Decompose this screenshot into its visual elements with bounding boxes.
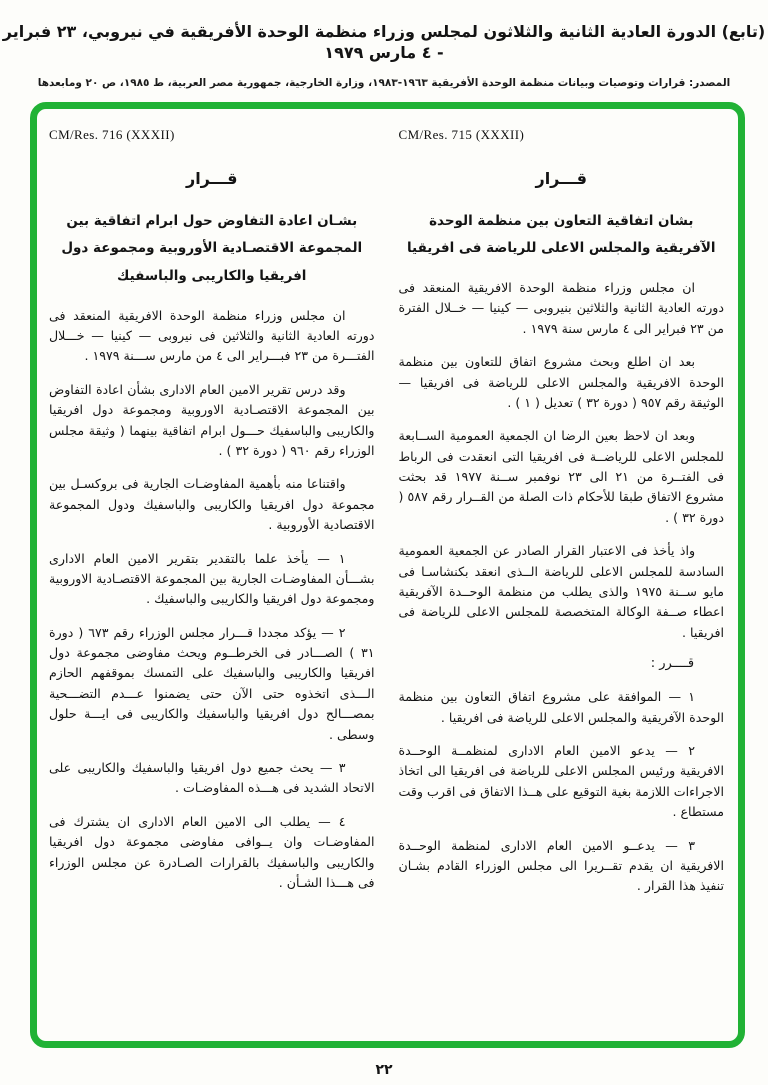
resolution-item: ٢ — يدعو الامين العام الادارى لمنظمــة الوحــدة الافريقية ورئيس المجلس الاعلى للرياضة فى افريقيا الى اتخاذ الاجراءات اللازمة بغية التوقيع على هــذا الاتفاق فى اقرب وقت مستطاع . [398, 742, 724, 820]
resolution-paragraph: وقد درس تقرير الامين العام الادارى بشأن اعادة التفاوض بين المجموعة الاقتصـادية الاوروبية ومجموعة دول افريقيا والكاريبى والباسفيك حـــول ابرام اتفاقية بينهما ( وثيقة مجلس الوزراء رقم ٩٦٠ ( دورة ٣٢ ) . [49, 381, 375, 458]
resolution-item: ١ — الموافقة على مشروع اتفاق التعاون بين منظمة الوحدة الآفريقية والمجلس الاعلى للرياضة فى افريقيا . [398, 689, 724, 725]
resolution-item: ٤ — يطلب الى الامين العام الادارى ان يشترك فى المفاوضـات وان يــوافى مفاوضى مجموعة دول افريقيا والكاريبى والباسفيك بالقرارات الصـادرة عن مجلس الوزراء فى هـــذا الشـأن . [49, 813, 375, 890]
resolution-title: قـــرار [535, 168, 588, 188]
resolution-715-column [399, 123, 725, 1031]
decides-label: قــــرر : [650, 656, 695, 672]
resolution-title: قـــرار [185, 168, 238, 188]
resolution-paragraph: بعد ان اطلع وبحث مشروع اتفاق للتعاون بين منظمة الوحدة الافريقية والمجلس الاعلى للرياضة فى افريقيا — الوثيقة رقم ٩٥٧ ( دورة ٣٢ ) تعديل ( ١ ) . [398, 354, 724, 410]
resolution-716-column [49, 123, 375, 1031]
page-number: ٢٢ [375, 1061, 393, 1078]
green-border-frame [30, 102, 745, 1048]
resolution-paragraph: واذ يأخذ فى الاعتبار القرار الصادر عن الجمعية العمومية السادسة للمجلس الاعلى للرياضة الــذى انعقد بكنشاسـا فى مايو ســنة ١٩٧٥ والذى يطلب من منظمة الوحــدة الآفريقية اعطاء صــفة الوكالة المتخصصة للمجلس الاعلى للرياضة فى افريقيا . [398, 543, 724, 640]
resolution-ref: CM/Res. 715 (XXXII) [398, 126, 525, 142]
resolution-subject: بشان اتفاقية التعاون بين منظمة الوحدة الآفريقية والمجلس الاعلى للرياضة فى افريقيا [406, 212, 716, 257]
resolution-subject: بشـان اعادة التفاوض حول ابرام اتفاقية بين المجموعة الاقتصـادية الأوروبية ومجموعة دول افريقيا والكاريبى والباسفيك [61, 212, 363, 284]
source-citation: المصدر: قرارات وتوصيات وبيانات منظمة الوحدة الأفريقية ١٩٦٣-١٩٨٣، وزارة الخارجية، جمهورية مصر العربية، ط ١٩٨٥، ص ٢٠ ومابعدها [37, 76, 731, 89]
document-header [0, 0, 768, 89]
resolution-paragraph: واقتناعا منه بأهمية المفاوضـات الجارية فى بروكسـل بين مجموعة دول افريقيا والكاريبى والباسفيك ودول المجموعة الاقتصادية الأوروبية . [49, 476, 375, 533]
resolution-item: ٣ — يدعــو الامين العام الادارى لمنظمة الوحــدة الافريقية ان يقدم تقــريرا الى مجلس الوزراء القادم بشـان تنفيذ هذا القرار . [398, 837, 724, 894]
resolution-paragraph: ان مجلس وزراء منظمة الوحدة الافريقية المنعقد فى دورته العادية الثانية والثلاثين بنيروبى — كينيا — خــلال الفترة من ٢٣ فبراير الى ٤ مارس سنة ١٩٧٩ . [398, 279, 724, 336]
resolution-paragraph: ان مجلس وزراء منظمة الوحدة الافريقية المنعقد فى دورته العادية الثانية والثلاثين فى نيروبى — كينيا — خـــلال الفتـــرة من ٢٣ فبـــراير الى ٤ من مارس ســـنة ١٩٧٩ . [49, 307, 375, 364]
resolution-paragraph: وبعد ان لاحظ بعين الرضا ان الجمعية العمومية الســابعة للمجلس الاعلى للرياضــة فى افريقيا التى انعقدت فى الرباط فى الفتــرة من ٢١ الى ٢٣ نوفمبر ســنة ١٩٧٧ قد بحثت مشروع الاتفاق طبقا للأحكام ذات الصلة من القــرار رقم ٥٨٧ ( دورة ٣٢ ) . [398, 428, 724, 525]
resolution-ref: CM/Res. 716 (XXXII) [49, 126, 175, 142]
resolution-item: ١ — يأخذ علما بالتقدير بتقرير الامين العام الادارى بشـــأن المفاوضـات الجارية بين المجموعة الاقتصـادية الاوروبية ومجموعة دول افريقيا والكاريبى والباسفيك . [49, 550, 375, 607]
session-title: (تابع) الدورة العادية الثانية والثلاثون لمجلس وزراء منظمة الوحدة الأفريقية في نيروبي، ٢٣ فبراير - ٤ مارس ١٩٧٩ [2, 22, 766, 62]
resolution-item: ٣ — يحث جميع دول افريقيا والباسفيك والكاريبى على الاتحاد الشديد فى هـــذه المفاوضـات . [49, 760, 375, 796]
two-column-layout [49, 123, 724, 1031]
resolution-item: ٢ — يؤكد مجددا قـــرار مجلس الوزراء رقم ٦٧٣ ( دورة ٣١ ) الصـــادر فى الخرطــوم ويحث مفاوضى مجموعة دول افريقيا والكاريبى والباسفيك على التمسك بموقفهم الحازم الـــذى اتخذوه حتى الآن حتى يضمنوا عـــدم التضـــحية بمصـــالح دول افريقيا والباسفيك والكاريبى فى ايـــة حلول وسطى . [49, 624, 375, 742]
